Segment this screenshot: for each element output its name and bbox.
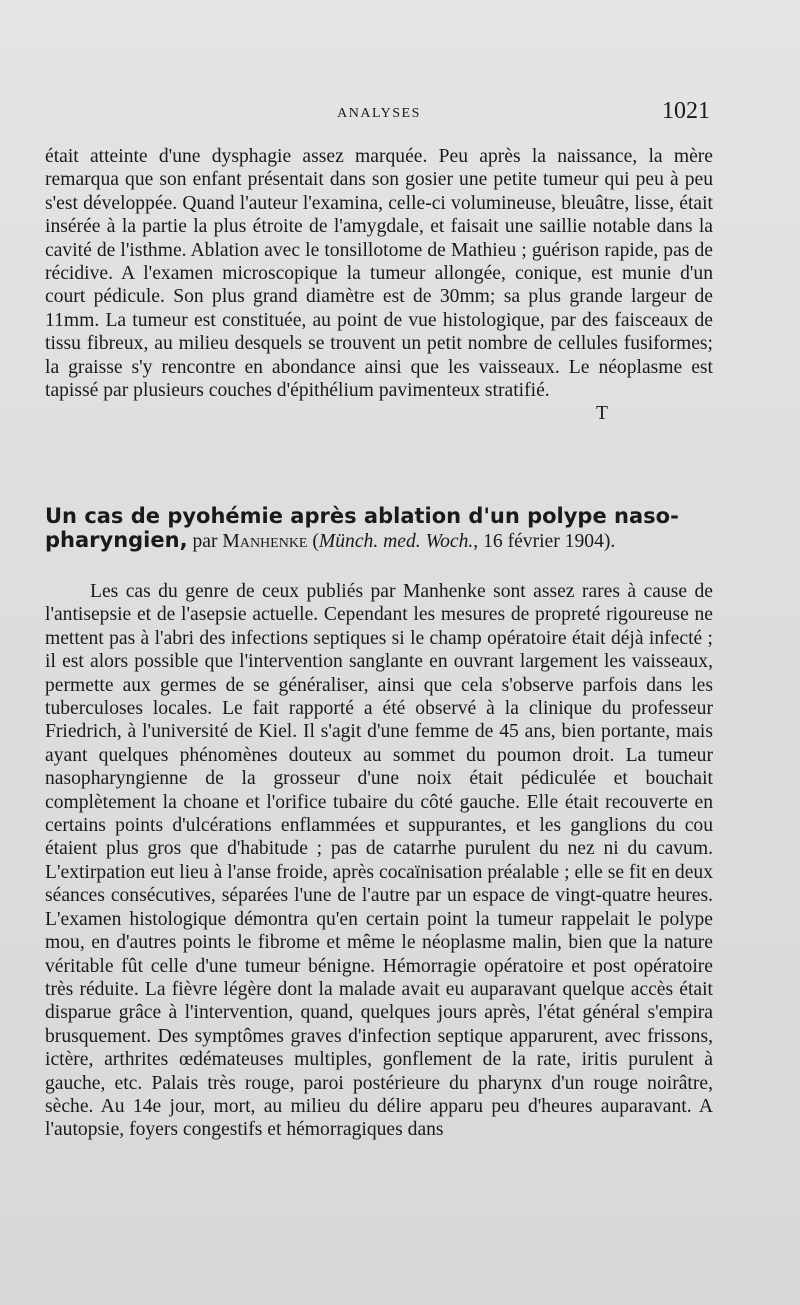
citation-open: ( — [312, 531, 319, 553]
previous-article-ending — [45, 145, 713, 426]
article-title: Un cas de pyohémie après ablation d'un polype naso-pharyngien, — [45, 504, 679, 553]
page-number: 1021 — [662, 98, 710, 124]
article-author: Manhenke — [222, 531, 308, 553]
running-title: ANALYSES — [337, 106, 421, 121]
article-heading — [45, 505, 713, 554]
article-body — [45, 580, 713, 1142]
citation-details: , 16 février 1904). — [473, 531, 616, 553]
running-head — [48, 98, 710, 134]
reviewer-signature: T — [596, 403, 608, 425]
article-paragraph: Les cas du genre de ceux publiés par Manhenke sont assez rares à cause de l'antisepsie et de l'asepsie actuelle. Cependant les mesures de propreté rigoureuse ne mettent pas à l'abri des infections septiques si le champ opératoire était déjà infecté ; il est alors possible que l'intervention sanglante en ouvrant largement les vaisseaux, permette aux germes de se généraliser, ainsi que cela s'observe parfois dans les tuberculoses locales. Le fait rapporté a été observé à la clinique du professeur Friedrich, à l'université de Kiel. Il s'agit d'une femme de 45 ans, bien portante, mais ayant quelques phénomènes douteux au sommet du poumon droit. La tumeur nasopharyngienne de la grosseur d'une noix était pédiculée et bouchait complètement la choane et l'orifice tubaire du côté gauche. Elle était recouverte en certains points d'ulcérations enflammées et suppurantes, et les ganglions du cou étaient plus gros que d'habitude ; pas de catarrhe purulent du nez ni du cavum. L'extirpation eut lieu à l'anse froide, après cocaïnisation préalable ; elle se fit en deux séances consécutives, séparées l'une de l'autre par un espace de vingt-quatre heures. L'examen histologique démontra qu'en certain point la tumeur rappelait le polype mou, en d'autres points le fibrome et même le néoplasme malin, bien que la nature véritable fût celle d'une tumeur bénigne. Hémorragie opératoire et post opératoire très réduite. La fièvre légère dont la malade avait eu auparavant quelque accès était disparue grâce à l'intervention, quand, quelques jours après, l'état général s'empira brusquement. Des symptômes graves d'infection septique apparurent, avec frissons, ictère, arthrites œdémateuses multiples, gonflement de la rate, iritis purulent à gauche, etc. Palais très rouge, paroi postérieure du pharynx d'un rouge noirâtre, sèche. Au 14e jour, mort, au milieu du délire apparu peu d'heures auparavant. A l'autopsie, foyers congestifs et hémorragiques dans — [45, 581, 713, 1141]
previous-article-text: était atteinte d'une dysphagie assez marquée. Peu après la naissance, la mère remarqua que son enfant présentait dans son gosier une petite tumeur qui peu à peu s'est développée. Quand l'auteur l'examina, celle-ci volumineuse, bleuâtre, lisse, était insérée à la partie la plus étroite de l'amygdale, et faisait une saillie notable dans la cavité de l'isthme. Ablation avec le tonsillotome de Mathieu ; guérison rapide, pas de récidive. A l'examen microscopique la tumeur allongée, conique, est munie d'un court pédicule. Son plus grand diamètre est de 30mm; sa plus grande largeur de 11mm. La tumeur est constituée, au point de vue histologique, par des faisceaux de tissu fibreux, au milieu desquels se trouvent un petit nombre de cellules fusiformes; la graisse s'y rencontre en abondance ainsi que les vaisseaux. Le néoplasme est tapissé par plusieurs couches d'épithélium pavimenteux stratifié. — [45, 146, 713, 402]
journal-name: Münch. med. Woch. — [318, 531, 474, 553]
article-by: par — [192, 531, 218, 553]
